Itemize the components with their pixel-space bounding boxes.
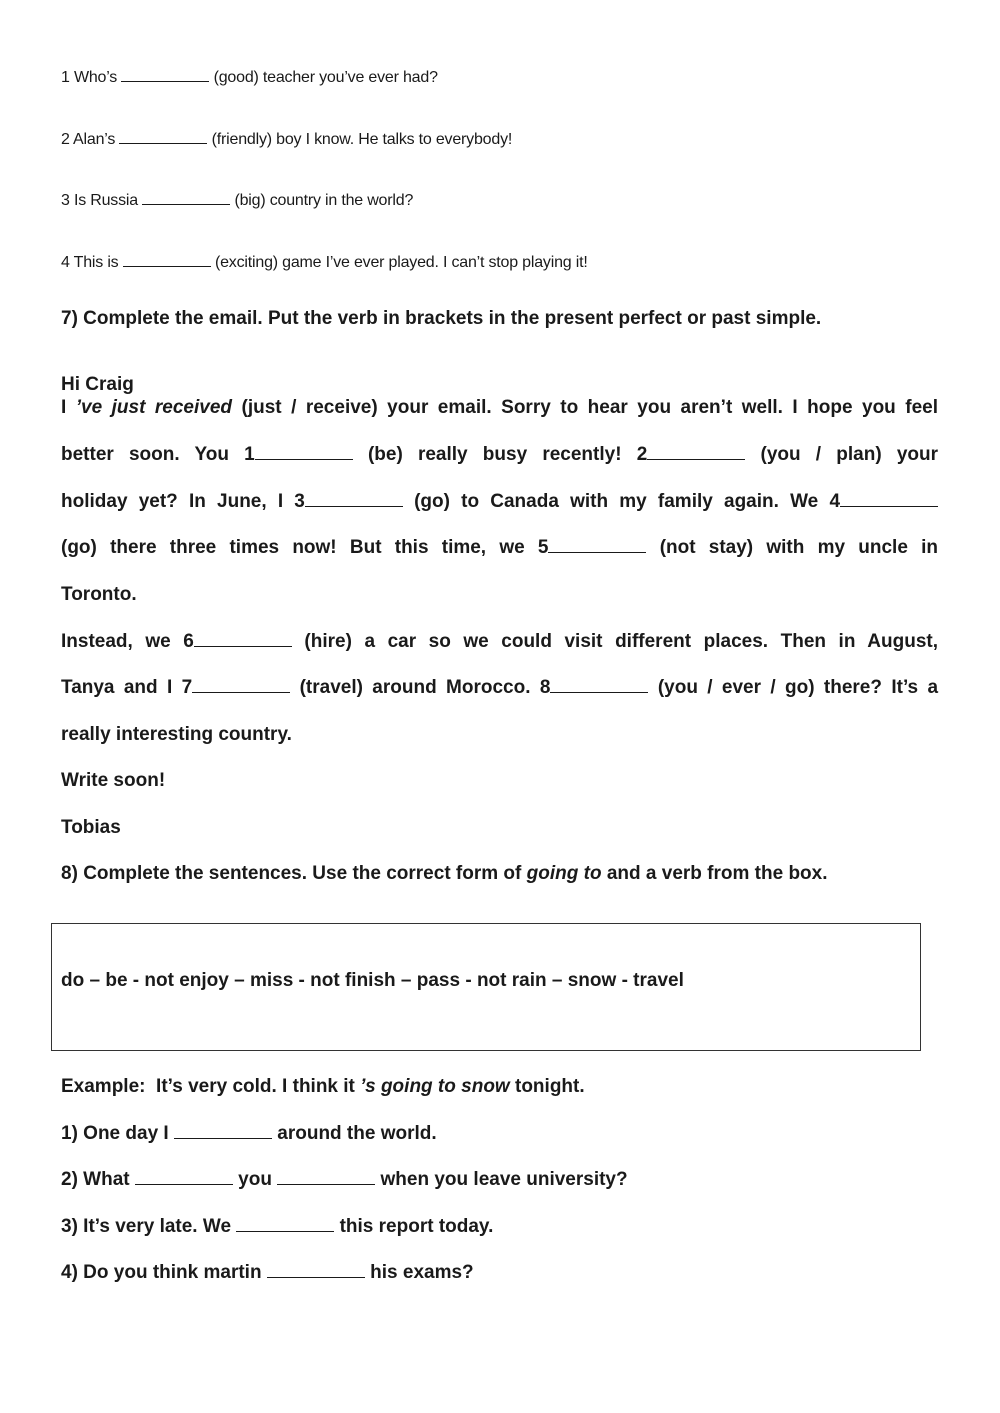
answer-blank-5[interactable] bbox=[548, 538, 646, 553]
email-closing: Write soon! bbox=[61, 770, 166, 791]
email-greeting: Hi Craig bbox=[61, 374, 134, 395]
exercise6-item-4: 4 This is (exciting) game I’ve ever played. I can’t stop playing it! bbox=[61, 254, 588, 271]
answer-blank[interactable] bbox=[135, 1170, 233, 1185]
email-line-8: really interesting country. bbox=[61, 724, 292, 745]
example-answer: ’ve just received bbox=[75, 397, 233, 418]
exercise8-instruction: 8) Complete the sentences. Use the correct form of going to and a verb from the box. bbox=[61, 863, 828, 884]
answer-blank[interactable] bbox=[174, 1124, 272, 1139]
answer-blank-4[interactable] bbox=[840, 492, 938, 507]
answer-blank[interactable] bbox=[142, 190, 230, 205]
word-box bbox=[51, 923, 921, 1051]
email-line-1: I ’ve just received (just / receive) your email. Sorry to hear you aren’t well. I hope you feel bbox=[61, 397, 939, 418]
answer-blank-1[interactable] bbox=[255, 445, 353, 460]
exercise8-q1: 1) One day I around the world. bbox=[61, 1123, 437, 1144]
exercise6-item-1: 1 Who’s (good) teacher you’ve ever had? bbox=[61, 69, 438, 86]
email-line-6: Instead, we 6 (hire) a car so we could visit different places. Then in August, bbox=[61, 631, 938, 652]
exercise8-q3: 3) It’s very late. We this report today. bbox=[61, 1216, 494, 1237]
answer-blank[interactable] bbox=[121, 67, 209, 82]
email-line-2: better soon. You 1 (be) really busy recently! 2 (you / plan) your bbox=[61, 444, 939, 465]
answer-blank[interactable] bbox=[123, 252, 211, 267]
email-line-3: holiday yet? In June, I 3 (go) to Canada with my family again. We 4 bbox=[61, 491, 938, 513]
word-box-text: do – be - not enjoy – miss - not finish – pass - not rain – snow - travel bbox=[61, 970, 684, 991]
answer-blank[interactable] bbox=[236, 1217, 334, 1232]
answer-blank-7[interactable] bbox=[192, 678, 290, 693]
answer-blank-2[interactable] bbox=[647, 445, 745, 460]
answer-blank[interactable] bbox=[277, 1170, 375, 1185]
email-line-7: Tanya and I 7 (travel) around Morocco. 8 (you / ever / go) there? It’s a bbox=[61, 677, 939, 698]
email-line-5: Toronto. bbox=[61, 584, 137, 605]
exercise8-q4: 4) Do you think martin his exams? bbox=[61, 1262, 474, 1283]
exercise7-instruction: 7) Complete the email. Put the verb in brackets in the present perfect or past simple. bbox=[61, 308, 822, 329]
answer-blank[interactable] bbox=[267, 1263, 365, 1278]
answer-blank[interactable] bbox=[119, 129, 207, 144]
exercise6-item-3: 3 Is Russia (big) country in the world? bbox=[61, 192, 414, 209]
exercise8-example: Example: It’s very cold. I think it ’s going to snow tonight. bbox=[61, 1076, 585, 1097]
answer-blank-3[interactable] bbox=[305, 492, 403, 507]
email-signature: Tobias bbox=[61, 817, 121, 838]
email-line-4: (go) there three times now! But this time, we 5 (not stay) with my uncle in bbox=[61, 537, 938, 558]
answer-blank-6[interactable] bbox=[194, 632, 292, 647]
exercise8-q2: 2) What you when you leave university? bbox=[61, 1169, 628, 1190]
answer-blank-8[interactable] bbox=[550, 678, 648, 693]
exercise6-item-2: 2 Alan’s (friendly) boy I know. He talks to everybody! bbox=[61, 131, 513, 148]
